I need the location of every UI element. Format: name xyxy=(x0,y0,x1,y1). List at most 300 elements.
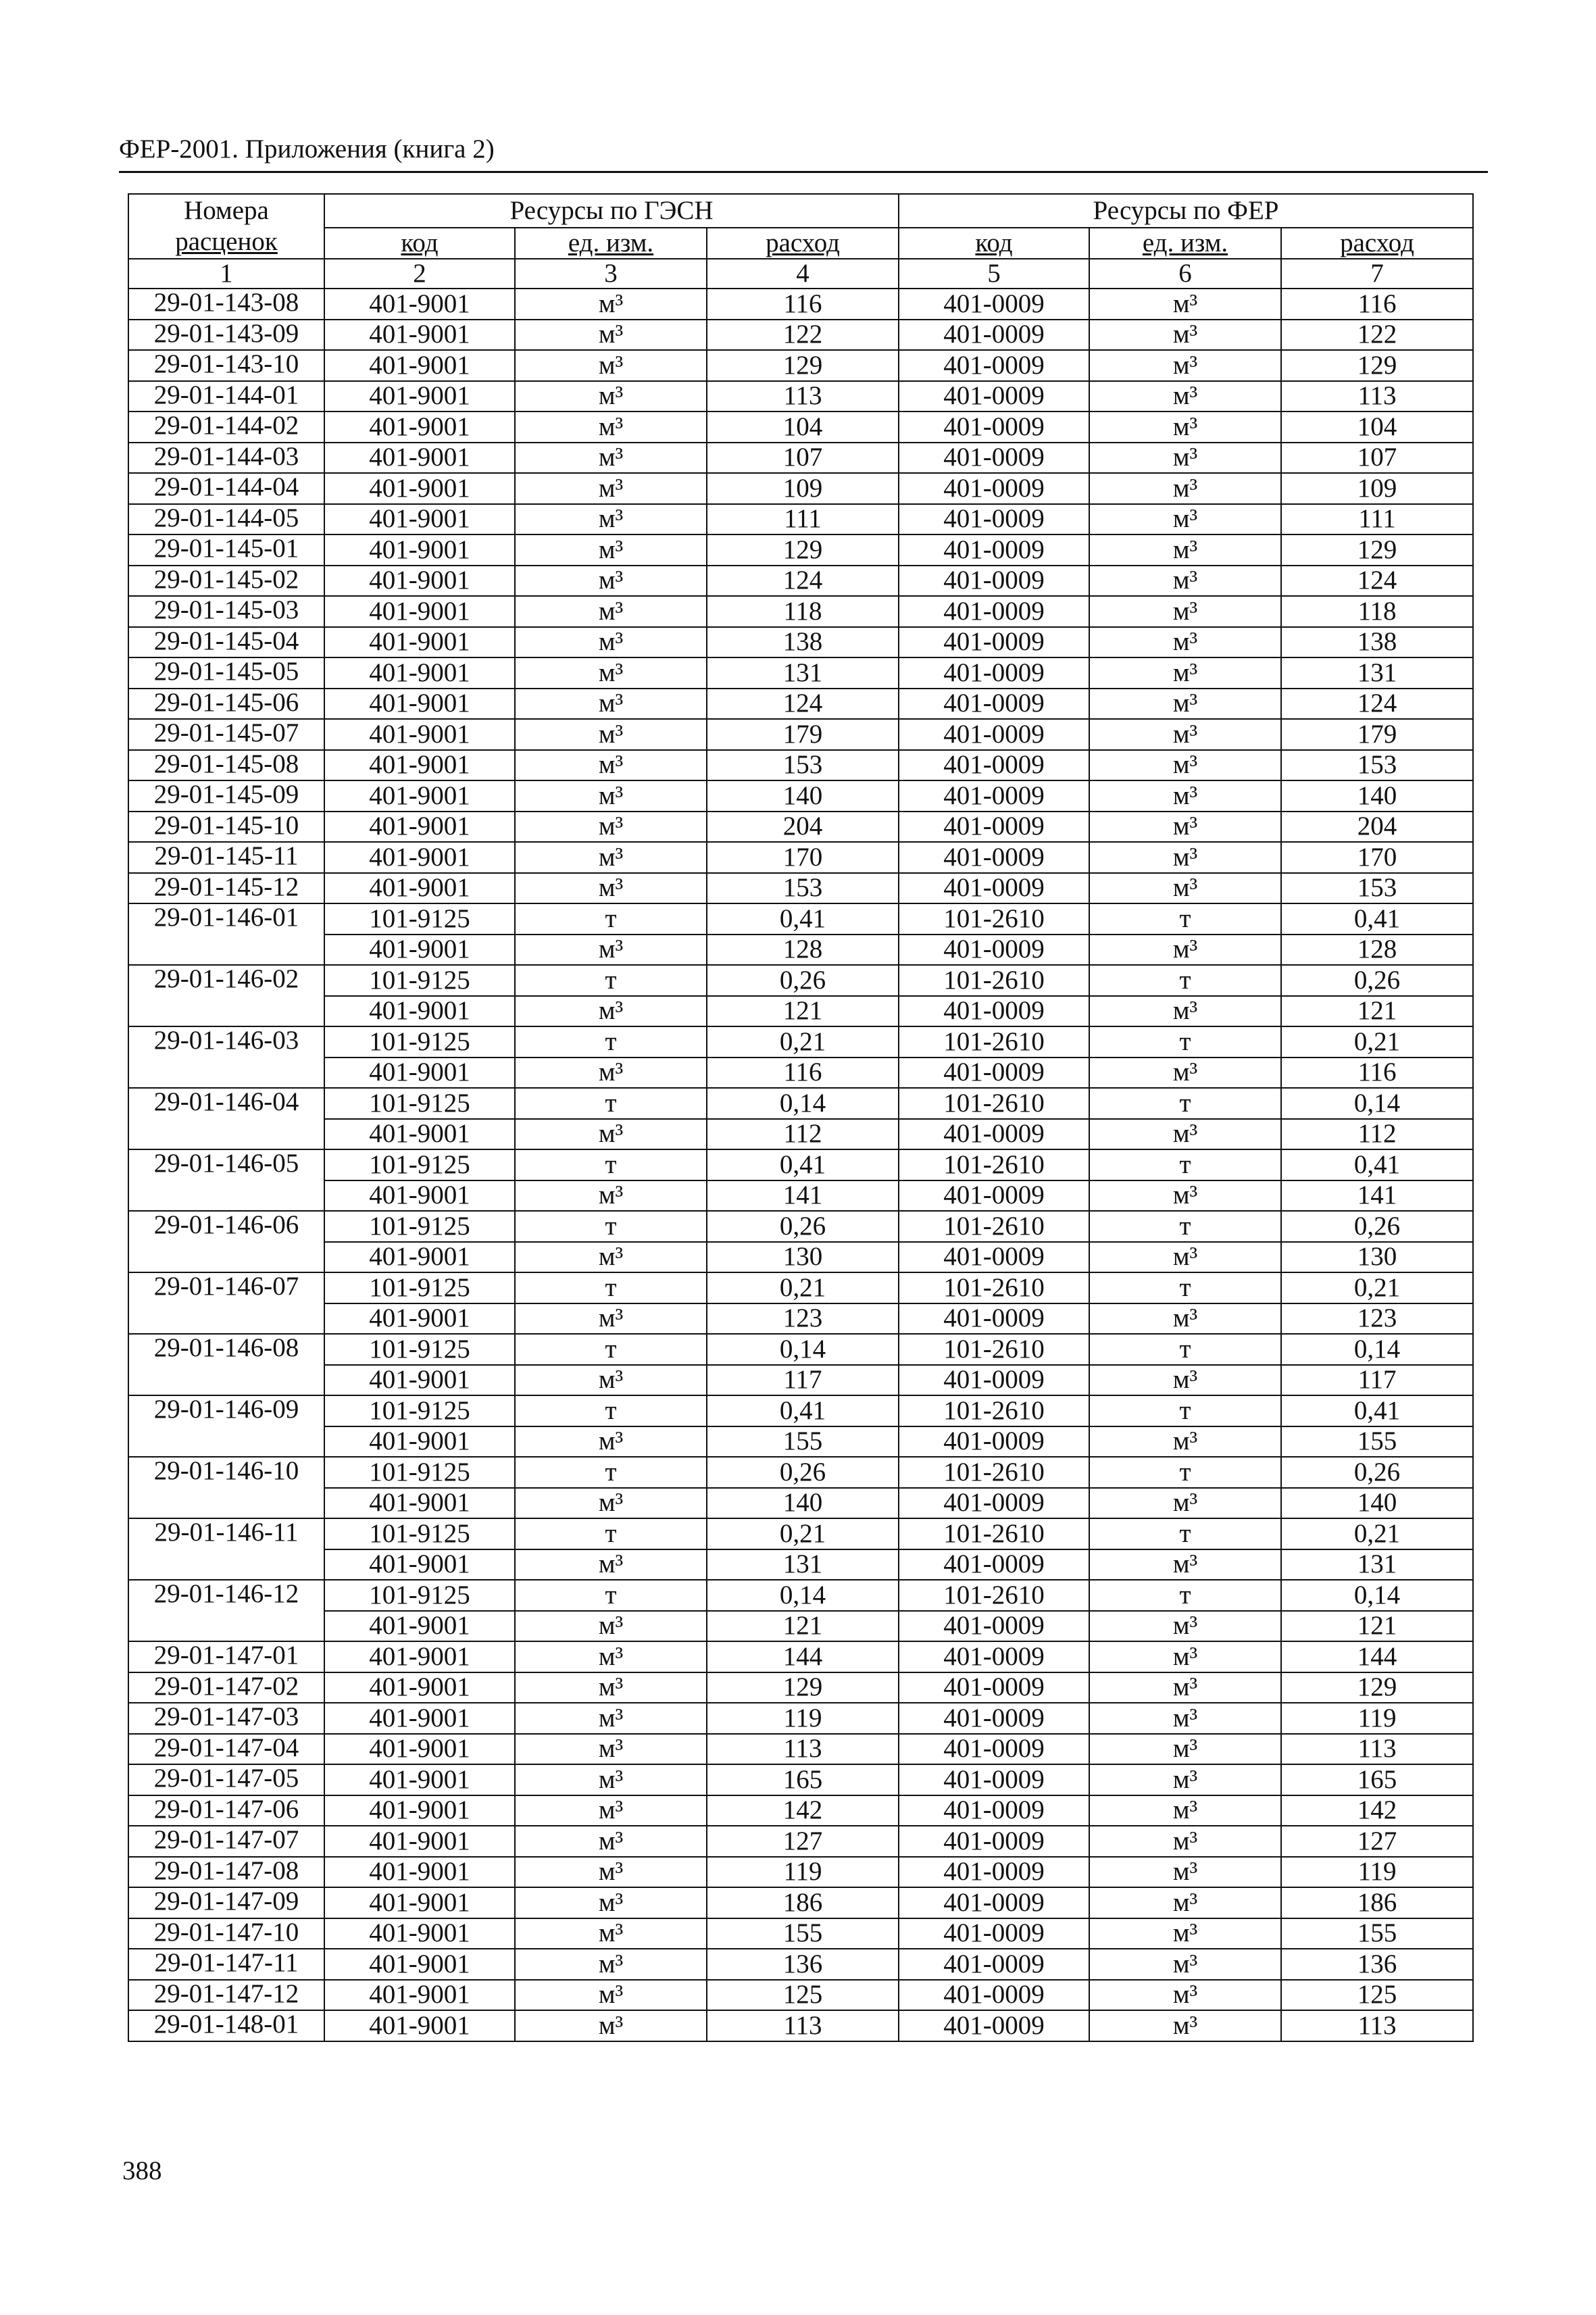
rate-number-cell: 29-01-144-01 xyxy=(128,381,324,412)
fer-code-cell: 401-0009 xyxy=(899,1611,1089,1642)
gesn-code-cell: 401-9001 xyxy=(324,1980,515,2011)
rate-number-cell: 29-01-144-04 xyxy=(128,473,324,504)
fer-code-cell: 101-2610 xyxy=(899,1334,1089,1365)
fer-consumption-cell: 121 xyxy=(1281,996,1473,1027)
column-number: 5 xyxy=(899,259,1089,289)
rate-number-cell: 29-01-144-02 xyxy=(128,412,324,443)
gesn-consumption-cell: 0,26 xyxy=(707,965,899,996)
gesn-consumption-cell: 140 xyxy=(707,780,899,812)
gesn-unit-cell: т xyxy=(515,1211,707,1242)
fer-unit-cell: м³ xyxy=(1089,504,1281,535)
fer-unit-cell: м³ xyxy=(1089,1826,1281,1857)
rate-number-cell: 29-01-146-07 xyxy=(128,1272,324,1334)
table-row xyxy=(128,1703,1473,1734)
gesn-consumption-cell: 0,14 xyxy=(707,1334,899,1365)
fer-consumption-cell: 129 xyxy=(1281,534,1473,566)
rate-number-cell: 29-01-146-12 xyxy=(128,1580,324,1641)
gesn-unit-cell: м³ xyxy=(515,935,707,966)
table-row xyxy=(128,1119,1473,1150)
gesn-unit-cell: м³ xyxy=(515,1795,707,1826)
table-row xyxy=(128,350,1473,381)
fer-consumption-cell: 155 xyxy=(1281,1918,1473,1949)
column-number: 3 xyxy=(515,259,707,289)
table-row xyxy=(128,1611,1473,1642)
rate-number-cell: 29-01-147-04 xyxy=(128,1734,324,1765)
header-fer-group: Ресурсы по ФЕР xyxy=(899,194,1473,228)
rate-number-cell: 29-01-145-01 xyxy=(128,534,324,566)
gesn-code-cell: 401-9001 xyxy=(324,1764,515,1795)
fer-unit-cell: м³ xyxy=(1089,534,1281,566)
gesn-unit-cell: м³ xyxy=(515,873,707,904)
fer-consumption-cell: 140 xyxy=(1281,1488,1473,1519)
gesn-unit-cell: м³ xyxy=(515,719,707,750)
gesn-code-cell: 401-9001 xyxy=(324,780,515,812)
fer-unit-cell: м³ xyxy=(1089,1303,1281,1335)
fer-consumption-cell: 119 xyxy=(1281,1703,1473,1734)
fer-consumption-cell: 0,26 xyxy=(1281,1211,1473,1242)
gesn-code-cell: 101-9125 xyxy=(324,965,515,996)
fer-consumption-cell: 117 xyxy=(1281,1365,1473,1396)
gesn-unit-cell: м³ xyxy=(515,1488,707,1519)
gesn-consumption-cell: 186 xyxy=(707,1887,899,1918)
fer-code-cell: 401-0009 xyxy=(899,657,1089,689)
fer-code-cell: 101-2610 xyxy=(899,1211,1089,1242)
fer-unit-cell: м³ xyxy=(1089,812,1281,843)
gesn-unit-cell: м³ xyxy=(515,473,707,504)
fer-code-cell: 401-0009 xyxy=(899,1426,1089,1458)
rate-number-cell: 29-01-147-02 xyxy=(128,1672,324,1703)
gesn-unit-cell: м³ xyxy=(515,566,707,597)
gesn-unit-cell: м³ xyxy=(515,627,707,658)
gesn-code-cell: 401-9001 xyxy=(324,627,515,658)
table-row xyxy=(128,1918,1473,1949)
fer-consumption-cell: 111 xyxy=(1281,504,1473,535)
rate-number-cell: 29-01-146-10 xyxy=(128,1457,324,1518)
table-row xyxy=(128,1149,1473,1180)
gesn-unit-cell: м³ xyxy=(515,1180,707,1212)
table-row xyxy=(128,1949,1473,1980)
gesn-consumption-cell: 109 xyxy=(707,473,899,504)
fer-code-cell: 401-0009 xyxy=(899,1119,1089,1150)
gesn-consumption-cell: 0,14 xyxy=(707,1088,899,1119)
gesn-unit-cell: м³ xyxy=(515,1242,707,1273)
fer-code-cell: 401-0009 xyxy=(899,1303,1089,1335)
gesn-unit-cell: м³ xyxy=(515,1057,707,1089)
gesn-unit-cell: м³ xyxy=(515,689,707,720)
fer-consumption-cell: 131 xyxy=(1281,657,1473,689)
fer-code-cell: 401-0009 xyxy=(899,1949,1089,1980)
table-row xyxy=(128,320,1473,351)
gesn-consumption-cell: 204 xyxy=(707,812,899,843)
fer-unit-cell: м³ xyxy=(1089,1180,1281,1212)
table-row xyxy=(128,1272,1473,1303)
gesn-unit-cell: т xyxy=(515,1149,707,1180)
fer-unit-cell: т xyxy=(1089,1580,1281,1611)
table-row xyxy=(128,1334,1473,1365)
header-fer-code: код xyxy=(899,228,1089,259)
gesn-consumption-cell: 0,26 xyxy=(707,1457,899,1488)
fer-code-cell: 401-0009 xyxy=(899,719,1089,750)
fer-unit-cell: м³ xyxy=(1089,1857,1281,1888)
rate-number-cell: 29-01-146-09 xyxy=(128,1395,324,1457)
fer-unit-cell: м³ xyxy=(1089,1549,1281,1580)
gesn-consumption-cell: 179 xyxy=(707,719,899,750)
fer-consumption-cell: 123 xyxy=(1281,1303,1473,1335)
fer-unit-cell: м³ xyxy=(1089,443,1281,474)
table-row xyxy=(128,504,1473,535)
table-row xyxy=(128,1549,1473,1580)
header-rate-numbers xyxy=(128,194,324,259)
fer-code-cell: 401-0009 xyxy=(899,412,1089,443)
table-row xyxy=(128,1826,1473,1857)
gesn-code-cell: 401-9001 xyxy=(324,1734,515,1765)
gesn-unit-cell: т xyxy=(515,1334,707,1365)
gesn-code-cell: 101-9125 xyxy=(324,1395,515,1426)
gesn-unit-cell: м³ xyxy=(515,1918,707,1949)
gesn-consumption-cell: 118 xyxy=(707,596,899,627)
fer-code-cell: 401-0009 xyxy=(899,689,1089,720)
gesn-consumption-cell: 144 xyxy=(707,1641,899,1672)
gesn-unit-cell: м³ xyxy=(515,812,707,843)
gesn-unit-cell: м³ xyxy=(515,1119,707,1150)
fer-code-cell: 401-0009 xyxy=(899,627,1089,658)
fer-consumption-cell: 107 xyxy=(1281,443,1473,474)
rate-number-cell: 29-01-148-01 xyxy=(128,2010,324,2041)
gesn-code-cell: 401-9001 xyxy=(324,719,515,750)
gesn-code-cell: 401-9001 xyxy=(324,842,515,873)
fer-consumption-cell: 0,41 xyxy=(1281,1395,1473,1426)
gesn-unit-cell: м³ xyxy=(515,1857,707,1888)
gesn-consumption-cell: 121 xyxy=(707,996,899,1027)
gesn-code-cell: 401-9001 xyxy=(324,1180,515,1212)
fer-unit-cell: м³ xyxy=(1089,996,1281,1027)
gesn-consumption-cell: 124 xyxy=(707,566,899,597)
gesn-code-cell: 401-9001 xyxy=(324,1641,515,1672)
gesn-unit-cell: м³ xyxy=(515,350,707,381)
gesn-consumption-cell: 112 xyxy=(707,1119,899,1150)
gesn-consumption-cell: 131 xyxy=(707,657,899,689)
rate-number-cell: 29-01-144-03 xyxy=(128,443,324,474)
fer-unit-cell: м³ xyxy=(1089,473,1281,504)
header-fer-consumption: расход xyxy=(1281,228,1473,259)
fer-code-cell: 401-0009 xyxy=(899,1672,1089,1703)
gesn-consumption-cell: 142 xyxy=(707,1795,899,1826)
fer-code-cell: 401-0009 xyxy=(899,750,1089,781)
rate-number-cell: 29-01-146-11 xyxy=(128,1518,324,1580)
fer-consumption-cell: 179 xyxy=(1281,719,1473,750)
fer-unit-cell: м³ xyxy=(1089,935,1281,966)
gesn-code-cell: 401-9001 xyxy=(324,873,515,904)
gesn-code-cell: 401-9001 xyxy=(324,1549,515,1580)
fer-consumption-cell: 153 xyxy=(1281,873,1473,904)
fer-consumption-cell: 116 xyxy=(1281,1057,1473,1089)
gesn-unit-cell: т xyxy=(515,1088,707,1119)
fer-unit-cell: т xyxy=(1089,903,1281,935)
fer-consumption-cell: 142 xyxy=(1281,1795,1473,1826)
fer-consumption-cell: 124 xyxy=(1281,566,1473,597)
rate-number-cell: 29-01-147-05 xyxy=(128,1764,324,1795)
fer-code-cell: 401-0009 xyxy=(899,996,1089,1027)
fer-code-cell: 401-0009 xyxy=(899,566,1089,597)
fer-consumption-cell: 140 xyxy=(1281,780,1473,812)
gesn-code-cell: 401-9001 xyxy=(324,443,515,474)
gesn-consumption-cell: 125 xyxy=(707,1980,899,2011)
gesn-code-cell: 401-9001 xyxy=(324,504,515,535)
fer-consumption-cell: 129 xyxy=(1281,1672,1473,1703)
table-row xyxy=(128,1764,1473,1795)
fer-code-cell: 401-0009 xyxy=(899,1887,1089,1918)
gesn-consumption-cell: 141 xyxy=(707,1180,899,1212)
column-number: 2 xyxy=(324,259,515,289)
table-row xyxy=(128,1242,1473,1273)
gesn-code-cell: 101-9125 xyxy=(324,1334,515,1365)
gesn-code-cell: 401-9001 xyxy=(324,381,515,412)
gesn-unit-cell: м³ xyxy=(515,504,707,535)
fer-code-cell: 401-0009 xyxy=(899,289,1089,320)
gesn-code-cell: 401-9001 xyxy=(324,534,515,566)
fer-unit-cell: м³ xyxy=(1089,1426,1281,1458)
gesn-consumption-cell: 119 xyxy=(707,1857,899,1888)
fer-unit-cell: м³ xyxy=(1089,1949,1281,1980)
rates-table xyxy=(128,193,1474,2042)
fer-unit-cell: м³ xyxy=(1089,780,1281,812)
rate-number-cell: 29-01-145-09 xyxy=(128,780,324,812)
table-row xyxy=(128,750,1473,781)
header-gesn-group: Ресурсы по ГЭСН xyxy=(324,194,899,228)
fer-code-cell: 401-0009 xyxy=(899,1180,1089,1212)
gesn-code-cell: 401-9001 xyxy=(324,1672,515,1703)
table-row xyxy=(128,689,1473,720)
fer-code-cell: 101-2610 xyxy=(899,1395,1089,1426)
table-row xyxy=(128,1211,1473,1242)
gesn-code-cell: 401-9001 xyxy=(324,1826,515,1857)
gesn-code-cell: 401-9001 xyxy=(324,1303,515,1335)
fer-unit-cell: м³ xyxy=(1089,1703,1281,1734)
gesn-unit-cell: м³ xyxy=(515,1826,707,1857)
header-row-groups xyxy=(128,194,1473,228)
gesn-unit-cell: м³ xyxy=(515,1734,707,1765)
fer-unit-cell: т xyxy=(1089,1026,1281,1057)
rate-number-cell: 29-01-147-11 xyxy=(128,1949,324,1980)
table-row xyxy=(128,1580,1473,1611)
fer-unit-cell: т xyxy=(1089,1334,1281,1365)
table-row xyxy=(128,903,1473,935)
fer-code-cell: 401-0009 xyxy=(899,1549,1089,1580)
gesn-unit-cell: м³ xyxy=(515,1426,707,1458)
fer-code-cell: 401-0009 xyxy=(899,1795,1089,1826)
table-row xyxy=(128,534,1473,566)
table-row xyxy=(128,935,1473,966)
gesn-consumption-cell: 116 xyxy=(707,1057,899,1089)
running-header: ФЕР-2001. Приложения (книга 2) xyxy=(119,134,495,164)
fer-unit-cell: м³ xyxy=(1089,412,1281,443)
fer-code-cell: 401-0009 xyxy=(899,1488,1089,1519)
fer-consumption-cell: 0,14 xyxy=(1281,1580,1473,1611)
fer-consumption-cell: 144 xyxy=(1281,1641,1473,1672)
fer-unit-cell: м³ xyxy=(1089,350,1281,381)
fer-code-cell: 401-0009 xyxy=(899,812,1089,843)
header-rule xyxy=(119,171,1488,173)
gesn-code-cell: 401-9001 xyxy=(324,1426,515,1458)
gesn-code-cell: 401-9001 xyxy=(324,596,515,627)
page-number: 388 xyxy=(122,2156,162,2185)
table-header xyxy=(128,194,1473,289)
rate-number-cell: 29-01-147-03 xyxy=(128,1703,324,1734)
rate-number-cell: 29-01-145-04 xyxy=(128,627,324,658)
rate-number-cell: 29-01-145-10 xyxy=(128,812,324,843)
fer-code-cell: 401-0009 xyxy=(899,1857,1089,1888)
gesn-consumption-cell: 0,41 xyxy=(707,1395,899,1426)
gesn-code-cell: 401-9001 xyxy=(324,1242,515,1273)
table-row xyxy=(128,1180,1473,1212)
gesn-unit-cell: м³ xyxy=(515,289,707,320)
fer-consumption-cell: 116 xyxy=(1281,289,1473,320)
table-row xyxy=(128,1457,1473,1488)
fer-consumption-cell: 0,41 xyxy=(1281,1149,1473,1180)
fer-consumption-cell: 127 xyxy=(1281,1826,1473,1857)
gesn-consumption-cell: 153 xyxy=(707,873,899,904)
fer-unit-cell: м³ xyxy=(1089,289,1281,320)
fer-unit-cell: м³ xyxy=(1089,320,1281,351)
fer-code-cell: 101-2610 xyxy=(899,1088,1089,1119)
gesn-unit-cell: м³ xyxy=(515,443,707,474)
gesn-consumption-cell: 123 xyxy=(707,1303,899,1335)
fer-unit-cell: м³ xyxy=(1089,750,1281,781)
gesn-unit-cell: м³ xyxy=(515,657,707,689)
rate-number-cell: 29-01-146-02 xyxy=(128,965,324,1026)
table-row xyxy=(128,965,1473,996)
gesn-unit-cell: т xyxy=(515,1272,707,1303)
table-row xyxy=(128,812,1473,843)
fer-unit-cell: т xyxy=(1089,1457,1281,1488)
gesn-unit-cell: м³ xyxy=(515,1365,707,1396)
fer-code-cell: 401-0009 xyxy=(899,873,1089,904)
fer-unit-cell: м³ xyxy=(1089,657,1281,689)
fer-consumption-cell: 138 xyxy=(1281,627,1473,658)
rate-number-cell: 29-01-146-03 xyxy=(128,1026,324,1088)
gesn-consumption-cell: 113 xyxy=(707,381,899,412)
gesn-consumption-cell: 119 xyxy=(707,1703,899,1734)
gesn-code-cell: 401-9001 xyxy=(324,812,515,843)
fer-consumption-cell: 0,14 xyxy=(1281,1334,1473,1365)
gesn-unit-cell: м³ xyxy=(515,1549,707,1580)
table-row xyxy=(128,1518,1473,1549)
fer-code-cell: 101-2610 xyxy=(899,1026,1089,1057)
gesn-consumption-cell: 130 xyxy=(707,1242,899,1273)
table-row xyxy=(128,1026,1473,1057)
fer-code-cell: 401-0009 xyxy=(899,1641,1089,1672)
fer-unit-cell: т xyxy=(1089,1395,1281,1426)
gesn-code-cell: 401-9001 xyxy=(324,289,515,320)
gesn-code-cell: 401-9001 xyxy=(324,1365,515,1396)
table-row xyxy=(128,1887,1473,1918)
rate-number-cell: 29-01-145-08 xyxy=(128,750,324,781)
fer-code-cell: 101-2610 xyxy=(899,965,1089,996)
header-fer-unit: ед. изм. xyxy=(1089,228,1281,259)
header-row-columns xyxy=(128,228,1473,259)
gesn-unit-cell: т xyxy=(515,1395,707,1426)
gesn-code-cell: 401-9001 xyxy=(324,750,515,781)
gesn-code-cell: 401-9001 xyxy=(324,935,515,966)
table-row xyxy=(128,1488,1473,1519)
fer-consumption-cell: 128 xyxy=(1281,935,1473,966)
rate-number-cell: 29-01-145-06 xyxy=(128,689,324,720)
rate-number-cell: 29-01-146-01 xyxy=(128,903,324,965)
gesn-consumption-cell: 155 xyxy=(707,1426,899,1458)
fer-unit-cell: м³ xyxy=(1089,381,1281,412)
gesn-consumption-cell: 124 xyxy=(707,689,899,720)
table-row xyxy=(128,1365,1473,1396)
fer-consumption-cell: 170 xyxy=(1281,842,1473,873)
gesn-unit-cell: т xyxy=(515,1580,707,1611)
rate-number-cell: 29-01-145-02 xyxy=(128,566,324,597)
gesn-code-cell: 401-9001 xyxy=(324,1857,515,1888)
fer-unit-cell: м³ xyxy=(1089,1887,1281,1918)
table-row xyxy=(128,1395,1473,1426)
rate-number-cell: 29-01-145-03 xyxy=(128,596,324,627)
header-rate-numbers-line2: расценок xyxy=(175,227,278,256)
fer-unit-cell: м³ xyxy=(1089,2010,1281,2041)
rate-number-cell: 29-01-147-12 xyxy=(128,1980,324,2011)
rate-number-cell: 29-01-146-06 xyxy=(128,1211,324,1272)
rate-number-cell: 29-01-147-08 xyxy=(128,1857,324,1888)
fer-unit-cell: т xyxy=(1089,1518,1281,1549)
fer-unit-cell: м³ xyxy=(1089,719,1281,750)
fer-unit-cell: т xyxy=(1089,1149,1281,1180)
gesn-code-cell: 401-9001 xyxy=(324,412,515,443)
gesn-code-cell: 401-9001 xyxy=(324,2010,515,2041)
rate-number-cell: 29-01-143-09 xyxy=(128,320,324,351)
gesn-unit-cell: т xyxy=(515,1026,707,1057)
fer-unit-cell: м³ xyxy=(1089,1119,1281,1150)
gesn-consumption-cell: 129 xyxy=(707,350,899,381)
fer-consumption-cell: 121 xyxy=(1281,1611,1473,1642)
gesn-consumption-cell: 0,14 xyxy=(707,1580,899,1611)
gesn-consumption-cell: 0,21 xyxy=(707,1026,899,1057)
header-row-column-numbers xyxy=(128,259,1473,289)
gesn-unit-cell: м³ xyxy=(515,1980,707,2011)
gesn-unit-cell: т xyxy=(515,965,707,996)
rate-number-cell: 29-01-145-07 xyxy=(128,719,324,750)
gesn-code-cell: 401-9001 xyxy=(324,350,515,381)
gesn-code-cell: 401-9001 xyxy=(324,1918,515,1949)
fer-consumption-cell: 0,26 xyxy=(1281,1457,1473,1488)
fer-consumption-cell: 0,21 xyxy=(1281,1272,1473,1303)
fer-code-cell: 101-2610 xyxy=(899,1457,1089,1488)
gesn-consumption-cell: 153 xyxy=(707,750,899,781)
gesn-unit-cell: м³ xyxy=(515,596,707,627)
fer-unit-cell: т xyxy=(1089,1211,1281,1242)
fer-consumption-cell: 0,21 xyxy=(1281,1026,1473,1057)
gesn-consumption-cell: 127 xyxy=(707,1826,899,1857)
table-row xyxy=(128,657,1473,689)
fer-code-cell: 401-0009 xyxy=(899,473,1089,504)
gesn-consumption-cell: 0,26 xyxy=(707,1211,899,1242)
rate-number-cell: 29-01-145-12 xyxy=(128,873,324,904)
gesn-unit-cell: м³ xyxy=(515,320,707,351)
gesn-unit-cell: т xyxy=(515,903,707,935)
table-row xyxy=(128,873,1473,904)
column-number: 4 xyxy=(707,259,899,289)
gesn-unit-cell: м³ xyxy=(515,1611,707,1642)
fer-code-cell: 401-0009 xyxy=(899,2010,1089,2041)
fer-unit-cell: м³ xyxy=(1089,1980,1281,2011)
table-row xyxy=(128,1426,1473,1458)
fer-code-cell: 401-0009 xyxy=(899,780,1089,812)
gesn-unit-cell: т xyxy=(515,1518,707,1549)
gesn-unit-cell: м³ xyxy=(515,412,707,443)
gesn-consumption-cell: 117 xyxy=(707,1365,899,1396)
